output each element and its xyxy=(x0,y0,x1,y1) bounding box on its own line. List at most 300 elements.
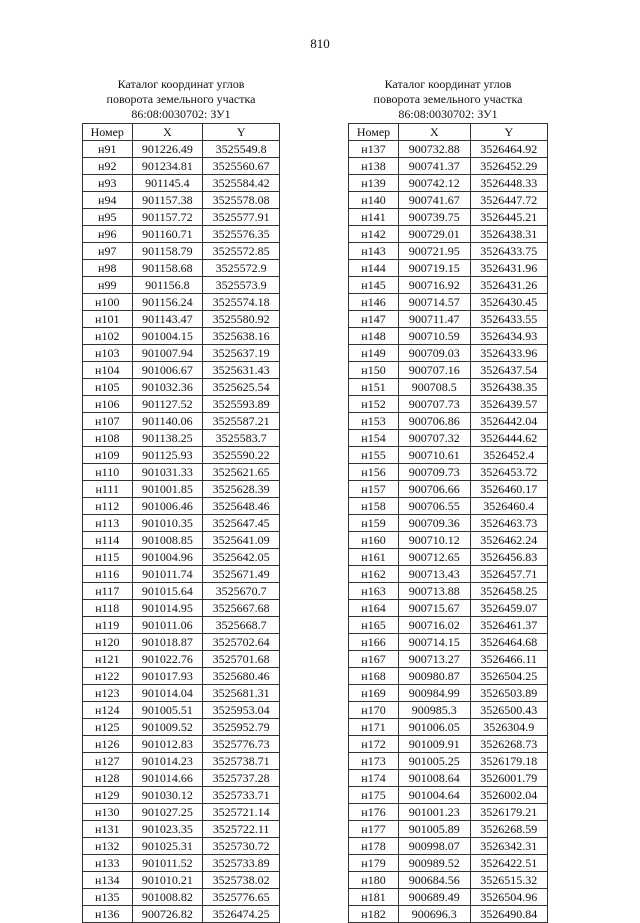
x-coordinate-cell: 901145.4 xyxy=(132,175,203,192)
y-coordinate-cell: 3526504.96 xyxy=(470,889,547,906)
point-number-cell: н155 xyxy=(349,447,399,464)
table-row xyxy=(83,821,280,838)
y-coordinate-cell: 3525549.8 xyxy=(203,141,280,158)
table-row xyxy=(349,464,548,481)
y-coordinate-cell: 3526447.72 xyxy=(470,192,547,209)
x-coordinate-cell: 900710.59 xyxy=(399,328,471,345)
x-coordinate-cell: 901156.24 xyxy=(132,294,203,311)
table-row xyxy=(349,328,548,345)
point-number-cell: н113 xyxy=(83,515,133,532)
table-row xyxy=(83,787,280,804)
point-number-cell: н95 xyxy=(83,209,133,226)
x-coordinate-cell: 901030.12 xyxy=(132,787,203,804)
table-row xyxy=(83,583,280,600)
column-header-number: Номер xyxy=(349,124,399,141)
y-coordinate-cell: 3526442.04 xyxy=(470,413,547,430)
x-coordinate-cell: 901017.93 xyxy=(132,668,203,685)
point-number-cell: н101 xyxy=(83,311,133,328)
y-coordinate-cell: 3526437.54 xyxy=(470,362,547,379)
point-number-cell: н119 xyxy=(83,617,133,634)
x-coordinate-cell: 900707.32 xyxy=(399,430,471,447)
y-coordinate-cell: 3526438.31 xyxy=(470,226,547,243)
table-row xyxy=(83,753,280,770)
y-coordinate-cell: 3526430.45 xyxy=(470,294,547,311)
x-coordinate-cell: 900714.57 xyxy=(399,294,471,311)
table-header-row xyxy=(349,124,548,141)
table-row xyxy=(349,804,548,821)
x-coordinate-cell: 900716.92 xyxy=(399,277,471,294)
point-number-cell: н175 xyxy=(349,787,399,804)
point-number-cell: н174 xyxy=(349,770,399,787)
y-coordinate-cell: 3526444.62 xyxy=(470,430,547,447)
table-row xyxy=(349,481,548,498)
point-number-cell: н167 xyxy=(349,651,399,668)
x-coordinate-cell: 900714.15 xyxy=(399,634,471,651)
x-coordinate-cell: 900707.73 xyxy=(399,396,471,413)
x-coordinate-cell: 900706.66 xyxy=(399,481,471,498)
x-coordinate-cell: 901012.83 xyxy=(132,736,203,753)
point-number-cell: н149 xyxy=(349,345,399,362)
table-row xyxy=(349,668,548,685)
x-coordinate-cell: 900741.67 xyxy=(399,192,471,209)
y-coordinate-cell: 3526463.73 xyxy=(470,515,547,532)
y-coordinate-cell: 3526304.9 xyxy=(470,719,547,736)
point-number-cell: н177 xyxy=(349,821,399,838)
y-coordinate-cell: 3525952.79 xyxy=(203,719,280,736)
table-row xyxy=(83,906,280,923)
y-coordinate-cell: 3525584.42 xyxy=(203,175,280,192)
y-coordinate-cell: 3526433.55 xyxy=(470,311,547,328)
table-row xyxy=(83,328,280,345)
point-number-cell: н180 xyxy=(349,872,399,889)
y-coordinate-cell: 3525738.71 xyxy=(203,753,280,770)
table-row xyxy=(83,634,280,651)
point-number-cell: н136 xyxy=(83,906,133,923)
table-row xyxy=(83,838,280,855)
page-number: 810 xyxy=(310,36,330,51)
table-row xyxy=(349,141,548,158)
table-row xyxy=(83,702,280,719)
table-row xyxy=(349,906,548,923)
x-coordinate-cell: 901027.25 xyxy=(132,804,203,821)
point-number-cell: н138 xyxy=(349,158,399,175)
table-row xyxy=(83,617,280,634)
column-header-y: Y xyxy=(203,124,280,141)
y-coordinate-cell: 3526515.32 xyxy=(470,872,547,889)
point-number-cell: н173 xyxy=(349,753,399,770)
x-coordinate-cell: 900710.61 xyxy=(399,447,471,464)
table-row xyxy=(349,379,548,396)
point-number-cell: н139 xyxy=(349,175,399,192)
y-coordinate-cell: 3525580.92 xyxy=(203,311,280,328)
point-number-cell: н111 xyxy=(83,481,133,498)
table-row xyxy=(349,430,548,447)
table-row xyxy=(349,260,548,277)
x-coordinate-cell: 900689.49 xyxy=(399,889,471,906)
x-coordinate-cell: 900713.43 xyxy=(399,566,471,583)
table-body-left xyxy=(83,141,280,923)
y-coordinate-cell: 3525625.54 xyxy=(203,379,280,396)
x-coordinate-cell: 901014.66 xyxy=(132,770,203,787)
table-row xyxy=(349,413,548,430)
x-coordinate-cell: 900726.82 xyxy=(132,906,203,923)
table-row xyxy=(83,396,280,413)
x-coordinate-cell: 900706.55 xyxy=(399,498,471,515)
point-number-cell: н178 xyxy=(349,838,399,855)
x-coordinate-cell: 900709.03 xyxy=(399,345,471,362)
column-header-y: Y xyxy=(470,124,547,141)
x-coordinate-cell: 901125.93 xyxy=(132,447,203,464)
point-number-cell: н179 xyxy=(349,855,399,872)
y-coordinate-cell: 3526459.07 xyxy=(470,600,547,617)
x-coordinate-cell: 901143.47 xyxy=(132,311,203,328)
y-coordinate-cell: 3525730.72 xyxy=(203,838,280,855)
table-row xyxy=(83,549,280,566)
y-coordinate-cell: 3525733.89 xyxy=(203,855,280,872)
x-coordinate-cell: 900713.88 xyxy=(399,583,471,600)
x-coordinate-cell: 901009.52 xyxy=(132,719,203,736)
table-row xyxy=(349,396,548,413)
column-header-x: X xyxy=(399,124,471,141)
y-coordinate-cell: 3526434.93 xyxy=(470,328,547,345)
point-number-cell: н94 xyxy=(83,192,133,209)
point-number-cell: н159 xyxy=(349,515,399,532)
y-coordinate-cell: 3526452.29 xyxy=(470,158,547,175)
table-row xyxy=(83,294,280,311)
x-coordinate-cell: 901007.94 xyxy=(132,345,203,362)
catalog-title-line: 86:08:0030702: ЗУ1 xyxy=(131,107,231,121)
table-row xyxy=(83,736,280,753)
y-coordinate-cell: 3526433.96 xyxy=(470,345,547,362)
x-coordinate-cell: 900741.37 xyxy=(399,158,471,175)
point-number-cell: н153 xyxy=(349,413,399,430)
y-coordinate-cell: 3526342.31 xyxy=(470,838,547,855)
point-number-cell: н129 xyxy=(83,787,133,804)
point-number-cell: н158 xyxy=(349,498,399,515)
y-coordinate-cell: 3526462.24 xyxy=(470,532,547,549)
y-coordinate-cell: 3525590.22 xyxy=(203,447,280,464)
point-number-cell: н142 xyxy=(349,226,399,243)
table-row xyxy=(83,498,280,515)
point-number-cell: н172 xyxy=(349,736,399,753)
table-row xyxy=(83,345,280,362)
point-number-cell: н163 xyxy=(349,583,399,600)
catalog-title-left xyxy=(82,77,280,123)
table-row xyxy=(349,209,548,226)
point-number-cell: н114 xyxy=(83,532,133,549)
point-number-cell: н100 xyxy=(83,294,133,311)
table-row xyxy=(349,192,548,209)
point-number-cell: н124 xyxy=(83,702,133,719)
table-row xyxy=(349,753,548,770)
y-coordinate-cell: 3525776.73 xyxy=(203,736,280,753)
table-row xyxy=(349,549,548,566)
table-row xyxy=(83,719,280,736)
y-coordinate-cell: 3526490.84 xyxy=(470,906,547,923)
point-number-cell: н106 xyxy=(83,396,133,413)
catalog-title-line: Каталог координат углов xyxy=(117,77,245,91)
table-row xyxy=(83,192,280,209)
y-coordinate-cell: 3525670.7 xyxy=(203,583,280,600)
x-coordinate-cell: 901004.64 xyxy=(399,787,471,804)
column-header-number: Номер xyxy=(83,124,133,141)
point-number-cell: н164 xyxy=(349,600,399,617)
y-coordinate-cell: 3526448.33 xyxy=(470,175,547,192)
y-coordinate-cell: 3526464.68 xyxy=(470,634,547,651)
coordinate-catalog-right xyxy=(348,77,548,923)
catalog-title-line: Каталог координат углов xyxy=(384,77,512,91)
point-number-cell: н176 xyxy=(349,804,399,821)
x-coordinate-cell: 901005.25 xyxy=(399,753,471,770)
y-coordinate-cell: 3526461.37 xyxy=(470,617,547,634)
y-coordinate-cell: 3526474.25 xyxy=(203,906,280,923)
table-row xyxy=(349,719,548,736)
y-coordinate-cell: 3525641.09 xyxy=(203,532,280,549)
point-number-cell: н98 xyxy=(83,260,133,277)
x-coordinate-cell: 901025.31 xyxy=(132,838,203,855)
point-number-cell: н160 xyxy=(349,532,399,549)
x-coordinate-cell: 901157.72 xyxy=(132,209,203,226)
table-row xyxy=(83,277,280,294)
x-coordinate-cell: 901008.82 xyxy=(132,889,203,906)
table-row xyxy=(83,209,280,226)
x-coordinate-cell: 901015.64 xyxy=(132,583,203,600)
point-number-cell: н166 xyxy=(349,634,399,651)
y-coordinate-cell: 3525721.14 xyxy=(203,804,280,821)
table-row xyxy=(83,464,280,481)
table-row xyxy=(349,770,548,787)
point-number-cell: н156 xyxy=(349,464,399,481)
table-row xyxy=(349,226,548,243)
point-number-cell: н147 xyxy=(349,311,399,328)
x-coordinate-cell: 901008.85 xyxy=(132,532,203,549)
x-coordinate-cell: 900684.56 xyxy=(399,872,471,889)
x-coordinate-cell: 900709.36 xyxy=(399,515,471,532)
x-coordinate-cell: 900707.16 xyxy=(399,362,471,379)
x-coordinate-cell: 900713.27 xyxy=(399,651,471,668)
y-coordinate-cell: 3525681.31 xyxy=(203,685,280,702)
x-coordinate-cell: 901031.33 xyxy=(132,464,203,481)
y-coordinate-cell: 3525701.68 xyxy=(203,651,280,668)
table-row xyxy=(349,498,548,515)
point-number-cell: н132 xyxy=(83,838,133,855)
y-coordinate-cell: 3526431.96 xyxy=(470,260,547,277)
table-row xyxy=(83,515,280,532)
x-coordinate-cell: 901156.8 xyxy=(132,277,203,294)
table-row xyxy=(349,515,548,532)
catalog-title-line: поворота земельного участка xyxy=(106,92,256,106)
x-coordinate-cell: 900984.99 xyxy=(399,685,471,702)
point-number-cell: н110 xyxy=(83,464,133,481)
table-row xyxy=(349,583,548,600)
y-coordinate-cell: 3525576.35 xyxy=(203,226,280,243)
y-coordinate-cell: 3525583.7 xyxy=(203,430,280,447)
x-coordinate-cell: 901018.87 xyxy=(132,634,203,651)
point-number-cell: н107 xyxy=(83,413,133,430)
x-coordinate-cell: 901011.06 xyxy=(132,617,203,634)
point-number-cell: н115 xyxy=(83,549,133,566)
point-number-cell: н93 xyxy=(83,175,133,192)
table-row xyxy=(349,532,548,549)
x-coordinate-cell: 900708.5 xyxy=(399,379,471,396)
x-coordinate-cell: 901006.46 xyxy=(132,498,203,515)
table-row xyxy=(349,345,548,362)
point-number-cell: н154 xyxy=(349,430,399,447)
x-coordinate-cell: 901004.15 xyxy=(132,328,203,345)
table-row xyxy=(83,430,280,447)
x-coordinate-cell: 900739.75 xyxy=(399,209,471,226)
table-row xyxy=(83,600,280,617)
point-number-cell: н131 xyxy=(83,821,133,838)
point-number-cell: н92 xyxy=(83,158,133,175)
x-coordinate-cell: 900742.12 xyxy=(399,175,471,192)
point-number-cell: н165 xyxy=(349,617,399,634)
y-coordinate-cell: 3526453.72 xyxy=(470,464,547,481)
table-row xyxy=(83,362,280,379)
table-row xyxy=(83,141,280,158)
x-coordinate-cell: 901010.35 xyxy=(132,515,203,532)
y-coordinate-cell: 3525722.11 xyxy=(203,821,280,838)
x-coordinate-cell: 901001.85 xyxy=(132,481,203,498)
x-coordinate-cell: 900709.73 xyxy=(399,464,471,481)
y-coordinate-cell: 3526500.43 xyxy=(470,702,547,719)
table-row xyxy=(83,872,280,889)
y-coordinate-cell: 3526457.71 xyxy=(470,566,547,583)
table-row xyxy=(83,175,280,192)
y-coordinate-cell: 3526179.18 xyxy=(470,753,547,770)
table-body-right xyxy=(349,141,548,923)
table-row xyxy=(349,872,548,889)
x-coordinate-cell: 901014.04 xyxy=(132,685,203,702)
table-row xyxy=(83,855,280,872)
point-number-cell: н133 xyxy=(83,855,133,872)
table-row xyxy=(83,685,280,702)
point-number-cell: н161 xyxy=(349,549,399,566)
point-number-cell: н123 xyxy=(83,685,133,702)
point-number-cell: н130 xyxy=(83,804,133,821)
table-row xyxy=(83,770,280,787)
point-number-cell: н108 xyxy=(83,430,133,447)
point-number-cell: н135 xyxy=(83,889,133,906)
column-header-x: X xyxy=(132,124,203,141)
y-coordinate-cell: 3526503.89 xyxy=(470,685,547,702)
table-row xyxy=(349,855,548,872)
point-number-cell: н181 xyxy=(349,889,399,906)
table-row xyxy=(349,685,548,702)
table-row xyxy=(349,838,548,855)
point-number-cell: н126 xyxy=(83,736,133,753)
x-coordinate-cell: 900985.3 xyxy=(399,702,471,719)
x-coordinate-cell: 901005.89 xyxy=(399,821,471,838)
y-coordinate-cell: 3525738.02 xyxy=(203,872,280,889)
point-number-cell: н112 xyxy=(83,498,133,515)
point-number-cell: н116 xyxy=(83,566,133,583)
point-number-cell: н96 xyxy=(83,226,133,243)
x-coordinate-cell: 901005.51 xyxy=(132,702,203,719)
table-row xyxy=(83,532,280,549)
y-coordinate-cell: 3526439.57 xyxy=(470,396,547,413)
y-coordinate-cell: 3525637.19 xyxy=(203,345,280,362)
table-row xyxy=(83,566,280,583)
y-coordinate-cell: 3525642.05 xyxy=(203,549,280,566)
y-coordinate-cell: 3526504.25 xyxy=(470,668,547,685)
point-number-cell: н182 xyxy=(349,906,399,923)
x-coordinate-cell: 900710.12 xyxy=(399,532,471,549)
point-number-cell: н127 xyxy=(83,753,133,770)
table-row xyxy=(349,362,548,379)
y-coordinate-cell: 3526268.73 xyxy=(470,736,547,753)
y-coordinate-cell: 3525560.67 xyxy=(203,158,280,175)
x-coordinate-cell: 900711.47 xyxy=(399,311,471,328)
x-coordinate-cell: 901157.38 xyxy=(132,192,203,209)
point-number-cell: н121 xyxy=(83,651,133,668)
point-number-cell: н122 xyxy=(83,668,133,685)
x-coordinate-cell: 900980.87 xyxy=(399,668,471,685)
y-coordinate-cell: 3525574.18 xyxy=(203,294,280,311)
point-number-cell: н169 xyxy=(349,685,399,702)
x-coordinate-cell: 900729.01 xyxy=(399,226,471,243)
x-coordinate-cell: 900715.67 xyxy=(399,600,471,617)
x-coordinate-cell: 900732.88 xyxy=(399,141,471,158)
y-coordinate-cell: 3525572.9 xyxy=(203,260,280,277)
x-coordinate-cell: 901010.21 xyxy=(132,872,203,889)
point-number-cell: н143 xyxy=(349,243,399,260)
y-coordinate-cell: 3525702.64 xyxy=(203,634,280,651)
y-coordinate-cell: 3526433.75 xyxy=(470,243,547,260)
x-coordinate-cell: 901008.64 xyxy=(399,770,471,787)
x-coordinate-cell: 901014.23 xyxy=(132,753,203,770)
coordinate-catalog-left xyxy=(82,77,280,923)
catalog-title-line: поворота земельного участка xyxy=(373,92,523,106)
y-coordinate-cell: 3525593.89 xyxy=(203,396,280,413)
x-coordinate-cell: 901138.25 xyxy=(132,430,203,447)
point-number-cell: н140 xyxy=(349,192,399,209)
point-number-cell: н109 xyxy=(83,447,133,464)
y-coordinate-cell: 3525648.46 xyxy=(203,498,280,515)
y-coordinate-cell: 3526431.26 xyxy=(470,277,547,294)
point-number-cell: н148 xyxy=(349,328,399,345)
table-row xyxy=(83,379,280,396)
x-coordinate-cell: 901001.23 xyxy=(399,804,471,821)
x-coordinate-cell: 901011.74 xyxy=(132,566,203,583)
table-row xyxy=(349,294,548,311)
table-row xyxy=(83,447,280,464)
table-row xyxy=(349,447,548,464)
table-row xyxy=(349,175,548,192)
y-coordinate-cell: 3525572.85 xyxy=(203,243,280,260)
x-coordinate-cell: 901006.67 xyxy=(132,362,203,379)
table-header-row xyxy=(83,124,280,141)
y-coordinate-cell: 3526452.4 xyxy=(470,447,547,464)
x-coordinate-cell: 901234.81 xyxy=(132,158,203,175)
point-number-cell: н103 xyxy=(83,345,133,362)
x-coordinate-cell: 900706.86 xyxy=(399,413,471,430)
table-row xyxy=(349,651,548,668)
x-coordinate-cell: 901006.05 xyxy=(399,719,471,736)
y-coordinate-cell: 3526445.21 xyxy=(470,209,547,226)
y-coordinate-cell: 3525631.43 xyxy=(203,362,280,379)
y-coordinate-cell: 3525671.49 xyxy=(203,566,280,583)
table-row xyxy=(349,787,548,804)
x-coordinate-cell: 901011.52 xyxy=(132,855,203,872)
x-coordinate-cell: 900998.07 xyxy=(399,838,471,855)
point-number-cell: н146 xyxy=(349,294,399,311)
x-coordinate-cell: 901014.95 xyxy=(132,600,203,617)
table-row xyxy=(83,481,280,498)
point-number-cell: н105 xyxy=(83,379,133,396)
coordinates-table-left xyxy=(82,123,280,923)
point-number-cell: н134 xyxy=(83,872,133,889)
